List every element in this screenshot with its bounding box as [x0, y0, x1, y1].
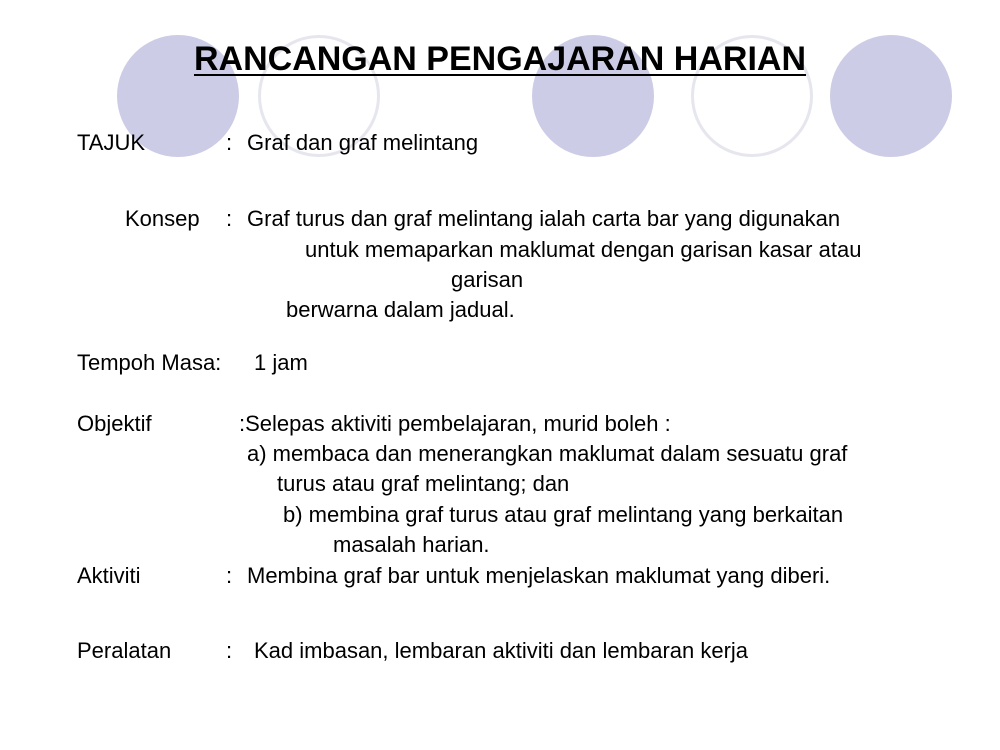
konsep-colon: :	[226, 206, 233, 231]
aktiviti-label: Aktiviti	[77, 563, 141, 588]
konsep-label: Konsep	[125, 206, 200, 231]
peralatan-label: Peralatan	[77, 638, 172, 663]
objektif-label: Objektif	[77, 411, 152, 436]
konsep-line-4: berwarna dalam jadual.	[286, 297, 515, 322]
konsep-line-2: untuk memaparkan maklumat dengan garisan kasar atau	[305, 237, 862, 262]
aktiviti-colon: :	[226, 563, 233, 588]
objektif-intro: :Selepas aktiviti pembelajaran, murid boleh :	[239, 411, 671, 436]
objektif-item-a-line-1: a) membaca dan menerangkan maklumat dalam sesuatu graf	[247, 441, 848, 466]
aktiviti-value: Membina graf bar untuk menjelaskan maklumat yang diberi.	[247, 563, 831, 588]
objektif-item-a-line-2: turus atau graf melintang; dan	[277, 471, 570, 496]
tajuk-colon: :	[226, 130, 233, 155]
tempoh-value: 1 jam	[254, 350, 308, 375]
peralatan-colon: :	[226, 638, 233, 663]
page-title: RANCANGAN PENGAJARAN HARIAN	[193, 40, 807, 78]
konsep-line-3: garisan	[451, 267, 524, 292]
konsep-line-1: Graf turus dan graf melintang ialah carta bar yang digunakan	[247, 206, 841, 231]
tajuk-label: TAJUK	[77, 130, 146, 155]
objektif-item-b-line-1: b) membina graf turus atau graf melintang yang berkaitan	[283, 502, 844, 527]
tajuk-value: Graf dan graf melintang	[247, 130, 479, 155]
peralatan-value: Kad imbasan, lembaran aktiviti dan lembaran kerja	[254, 638, 749, 663]
objektif-item-b-line-2: masalah harian.	[333, 532, 490, 557]
tempoh-label: Tempoh Masa:	[77, 350, 222, 375]
